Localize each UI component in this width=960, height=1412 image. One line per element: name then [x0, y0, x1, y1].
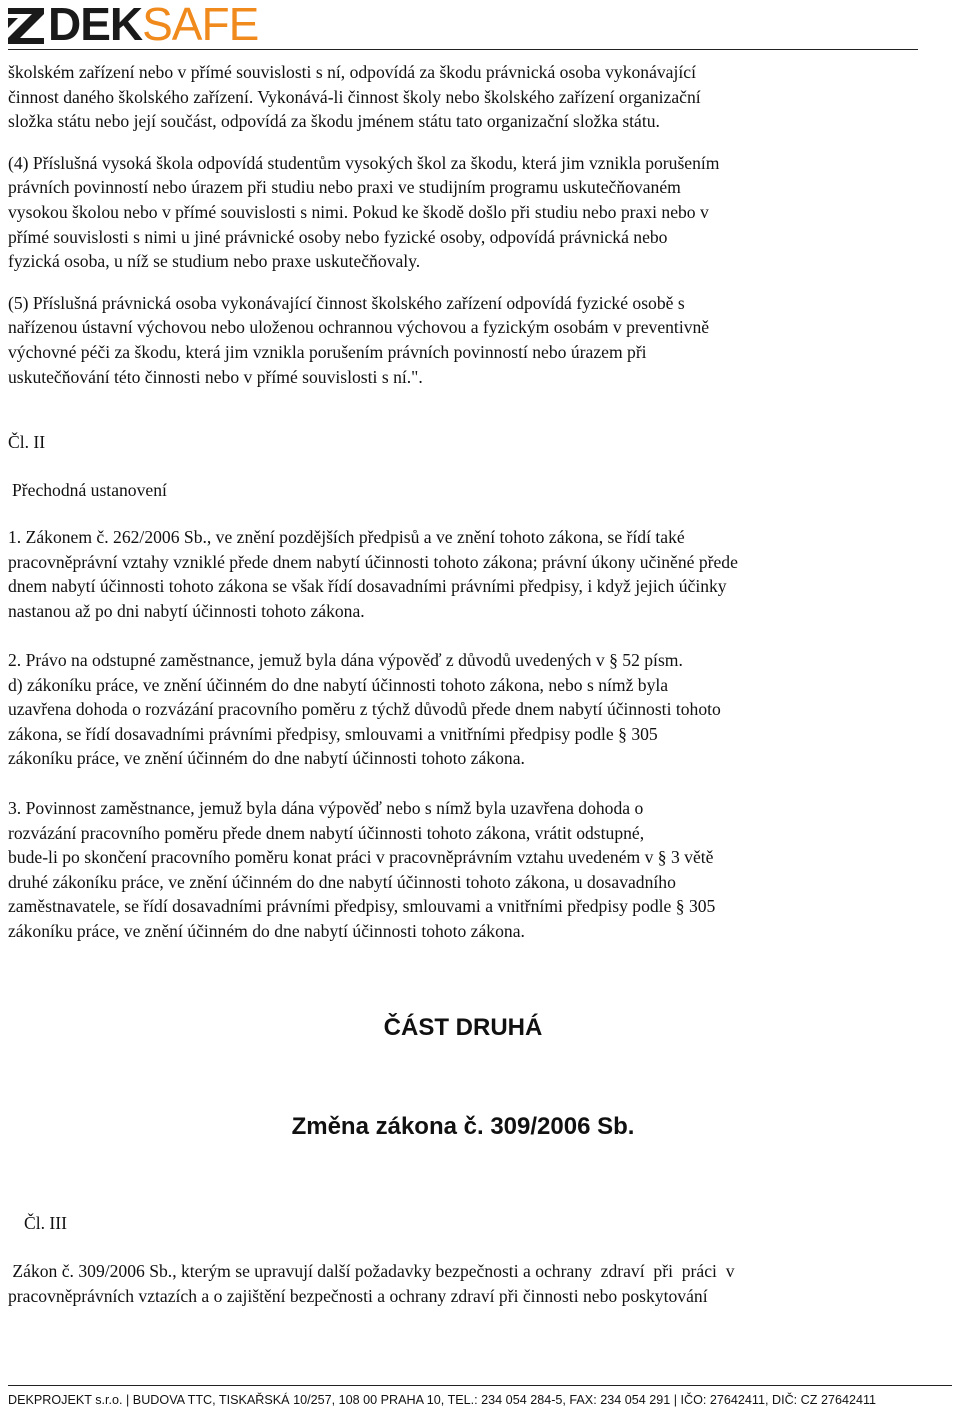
part-two-title: ČÁST DRUHÁ	[383, 1014, 543, 1041]
footer-rule	[8, 1385, 952, 1386]
header-rule	[8, 49, 918, 50]
transitional-provisions-heading: Přechodná ustanovení	[12, 480, 167, 500]
item-1: 1. Zákonem č. 262/2006 Sb., ve znění pozdějších předpisů a ve znění tohoto zákona, se řídí také pracovněprávní vztahy vzniklé přede dnem nabytí účinnosti tohoto zákona; právní úkony učiněné přede dnem nabytí účinnosti tohoto zákona se však řídí dosavadními právními předpisy, i když jejich účinky nastanou až po dni nabytí účinnosti tohoto zákona.	[8, 527, 738, 621]
page-header	[0, 0, 960, 52]
document-body	[8, 60, 920, 389]
item-2: 2. Právo na odstupné zaměstnance, jemuž byla dána výpověď z důvodů uvedených v § 52 písm. d) zákoníku práce, ve znění účinném do dne nabytí účinnosti tohoto zákona, nebo s nímž byla uzavřena dohoda o rozvázání pracovního poměru z týchž důvodů přede dnem nabytí účinnosti tohoto zákona, se řídí dosavadními právními předpisy, smlouvami a vnitřními předpisy podle § 305 zákoníku práce, ve znění účinném do dne nabytí účinnosti tohoto zákona.	[8, 650, 721, 769]
article-3-heading: Čl. III	[24, 1213, 67, 1233]
item-3: 3. Povinnost zaměstnance, jemuž byla dána výpověď nebo s nímž byla uzavřena dohoda o rozvázání pracovního poměru přede dnem nabytí účinnosti tohoto zákona, vrátit odstupné, bude-li po skončení pracovního poměru konat práci v pracovněprávním vztahu uvedeném v § 3 větě druhé zákoníku práce, ve znění účinném do dne nabytí účinnosti tohoto zákona, u dosavadního zaměstnavatele, se řídí dosavadními právními předpisy, smlouvami a vnitřními předpisy podle § 305 zákoníku práce, ve znění účinném do dne nabytí účinnosti tohoto zákona.	[8, 798, 716, 941]
dek-safe-logo	[6, 0, 259, 50]
logo-wordmark: DEKSAFE	[48, 0, 259, 50]
paragraph-4: (4) Příslušná vysoká škola odpovídá studentům vysokých škol za škodu, která jim vznikla porušením právních povinností nebo úrazem při studiu nebo praxi ve studijním programu uskutečňovaném vysokou školou nebo v přímé souvislosti s nimi. Pokud ke škodě došlo při studiu nebo praxi nebo v přímé souvislosti s nimi u jiné právnické osoby nebo fyzické osoby, odpovídá právnická nebo fyzická osoba, u níž se studium nebo praxe uskutečňovaly.	[8, 152, 720, 272]
law-amendment-title: Změna zákona č. 309/2006 Sb.	[291, 1113, 635, 1140]
logo-mark-icon	[6, 4, 46, 44]
page-footer: DEKPROJEKT s.r.o. | BUDOVA TTC, TISKAŘSKÁ 10/257, 108 00 PRAHA 10, TEL.: 234 054 284-5, FAX: 234 054 291 | IČO: 27642411, DIČ: CZ 27642411	[8, 1393, 877, 1407]
article-2-heading: Čl. II	[8, 432, 46, 452]
law-intro-paragraph: Zákon č. 309/2006 Sb., kterým se upravují další požadavky bezpečnosti a ochrany zdraví při práci v pracovněprávních vztazích a o zajištění bezpečnosti a ochrany zdraví při činnosti nebo poskytování	[8, 1261, 735, 1306]
paragraph-5: (5) Příslušná právnická osoba vykonávající činnost školského zařízení odpovídá fyzické osobě s nařízenou ústavní výchovou nebo uloženou ochrannou výchovou a fyzickým osobám v preventivně výchovné péči za škodu, která jim vznikla porušením právních povinností nebo úrazem při uskutečňování této činnosti nebo v přímé souvislosti s ní.".	[8, 292, 710, 387]
intro-paragraph: školském zařízení nebo v přímé souvislosti s ní, odpovídá za škodu právnická osoba vykonávající činnost daného školského zařízení. Vykonává-li činnost školy nebo školského zařízení organizační složka státu nebo její součást, odpovídá za škodu jménem státu tato organizační složka státu.	[8, 62, 701, 132]
